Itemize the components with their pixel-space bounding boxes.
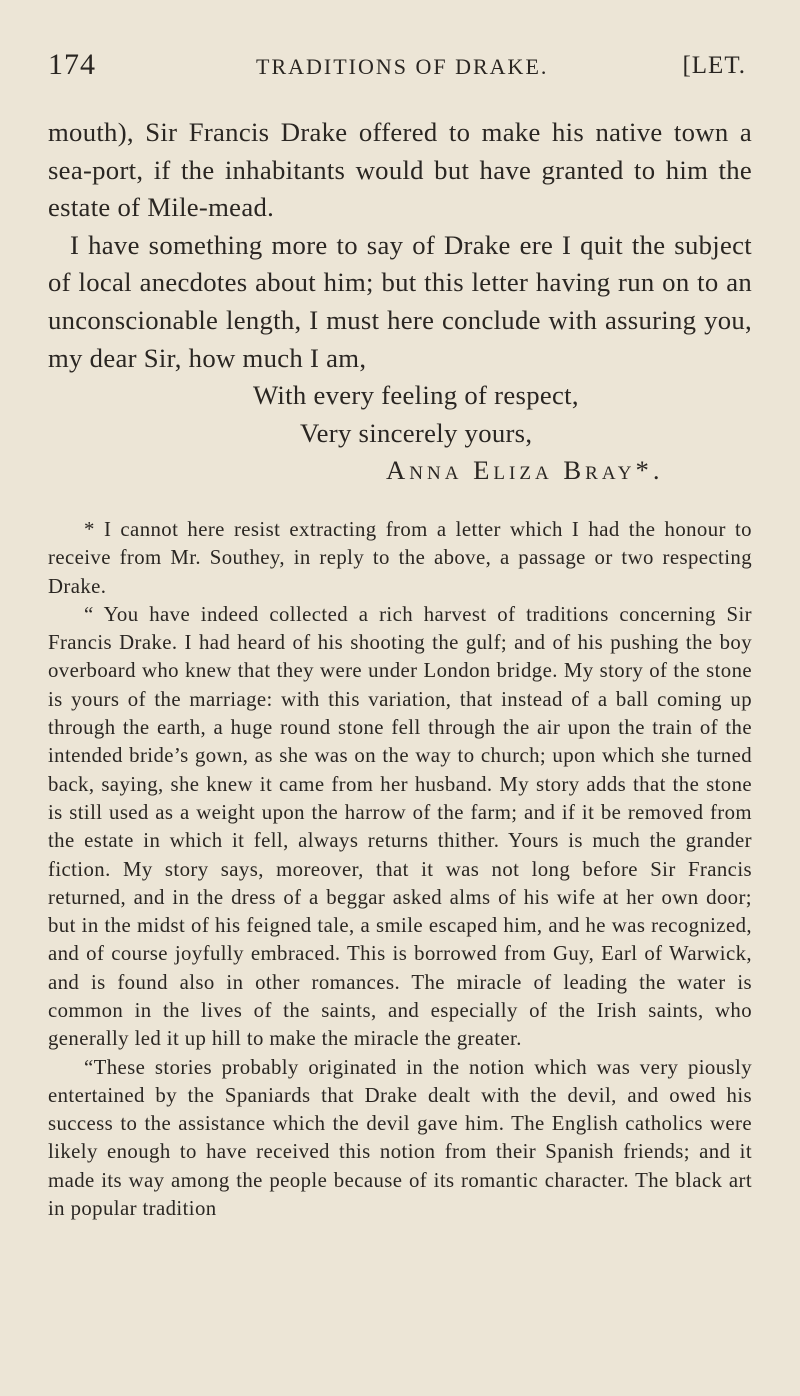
footnote-paragraph: “These stories probably originated in the notion which was very piously entertained by the Spaniards that Drake dealt with the devil, and owed his success to the assistance which the devil gave him. The English catholics were likely enough to have received this notion from their Spanish friends; and it made its way among the people because of its romantic character. The black art in popular tradition: [48, 1055, 752, 1221]
letter-closing: With every feeling of respect,: [253, 380, 579, 411]
paragraph: I have something more to say of Drake ere I quit the subject of local anecdotes about him; but this letter having run on to an unconscionable length, I must here conclude with assuring you, my dear Sir, how much I am,: [48, 229, 752, 373]
page-number: 174: [48, 48, 96, 81]
paragraph: mouth), Sir Francis Drake offered to make his native town a sea-port, if the inhabitants would but have granted to him the estate of Mile-mead.: [48, 117, 752, 223]
footnote-paragraph: “ You have indeed collected a rich harvest of traditions concerning Sir Francis Drake. I had heard of his shooting the gulf; and of his pushing the boy overboard who knew that they were under London bridge. My story of the stone is yours of the marriage: with this variation, that instead of a ball coming up through the earth, a huge round stone fell through the air upon the train of the intended bride’s gown, as she was on the way to church; upon which she turned back, saying, she knew it came from her husband. My story adds that the stone is still used as a weight upon the harrow of the farm; and if it be removed from the estate in which it fell, always returns thither. Yours is much the grander fiction. My story says, moreover, that it was not long before Sir Francis returned, and in the dress of a beggar asked alms of his wife at her own door; but in the midst of his feigned tale, a smile escaped him, and he was recognized, and of course joyfully embraced. This is borrowed from Guy, Earl of Warwick, and is found also in other romances. The miracle of leading the water is common in the lives of the saints, and especially of the Irish saints, who generally led it up hill to make the miracle the greater.: [48, 602, 752, 1051]
running-head: [48, 48, 752, 88]
footnote: [48, 516, 752, 1223]
main-text: [48, 114, 752, 490]
section-marker: [LET.: [682, 52, 746, 79]
footnote-paragraph: * I cannot here resist extracting from a letter which I had the honour to receive from Mr. Southey, in reply to the above, a passage or two respecting Drake.: [48, 517, 752, 598]
letter-valediction: Very sincerely yours,: [300, 417, 533, 448]
running-title: TRADITIONS OF DRAKE.: [256, 54, 549, 79]
signature: Anna Eliza Bray*.: [386, 455, 664, 486]
